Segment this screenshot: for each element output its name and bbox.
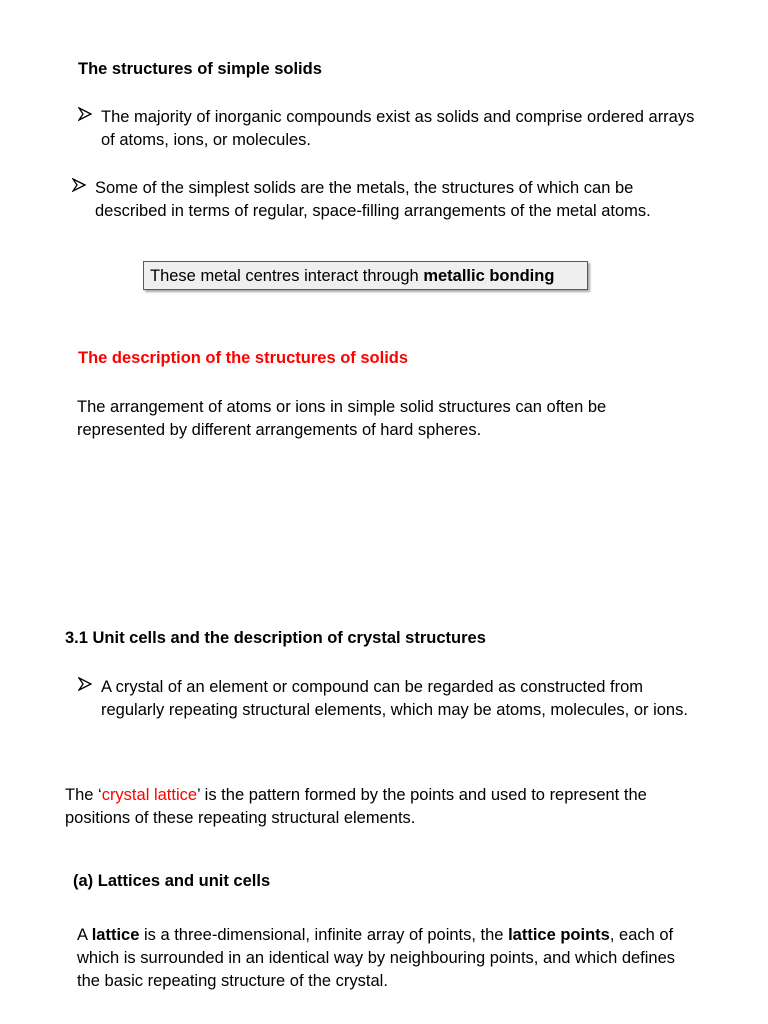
bullet-inorganic-compounds: The majority of inorganic compounds exist as solids and comprise ordered arrays of atoms, ions, or molecules. bbox=[101, 108, 695, 149]
arrowhead-bullet-icon bbox=[78, 107, 92, 121]
crystal-lattice-paragraph bbox=[65, 784, 705, 830]
crystal-lattice-term: crystal lattice bbox=[101, 786, 198, 804]
arrowhead-bullet-icon bbox=[78, 677, 92, 691]
bullet-simplest-solids: Some of the simplest solids are the metals, the structures of which can be described in terms of regular, space-filling arrangements of the metal atoms. bbox=[95, 179, 651, 220]
section-heading-unit-cells: 3.1 Unit cells and the description of crystal structures bbox=[65, 629, 486, 647]
lattice-para-prefix: The ‘ bbox=[65, 786, 102, 804]
callout-bold-term: metallic bonding bbox=[423, 267, 555, 285]
lattice-definition-paragraph bbox=[77, 924, 702, 993]
definition-part2: is a three-dimensional, infinite array of points, the bbox=[139, 926, 509, 944]
arrowhead-bullet-icon bbox=[72, 178, 86, 192]
section-heading-simple-solids: The structures of simple solids bbox=[78, 60, 322, 78]
hard-spheres-paragraph: The arrangement of atoms or ions in simple solid structures can often be represented by different arrangements of hard spheres. bbox=[77, 398, 607, 439]
definition-part3: , each of which is surrounded in an identical way by neighbouring points, and which defines the basic repeating structure of the crystal. bbox=[77, 926, 676, 990]
lattice-para-suffix: ’ is the pattern formed by the points and used to represent the positions of these repeating structural elements. bbox=[65, 786, 647, 827]
metallic-bonding-callout bbox=[143, 261, 588, 290]
subheading-lattices-unit-cells: (a) Lattices and unit cells bbox=[73, 872, 271, 890]
section-heading-description: The description of the structures of solids bbox=[78, 349, 409, 367]
callout-text: These metal centres interact through bbox=[150, 267, 424, 285]
bullet-crystal-element: A crystal of an element or compound can be regarded as constructed from regularly repeating structural elements, which may be atoms, molecules, or ions. bbox=[101, 678, 688, 719]
definition-part1: A bbox=[77, 926, 92, 944]
lattice-term: lattice bbox=[91, 926, 140, 944]
lattice-points-term: lattice points bbox=[508, 926, 610, 944]
